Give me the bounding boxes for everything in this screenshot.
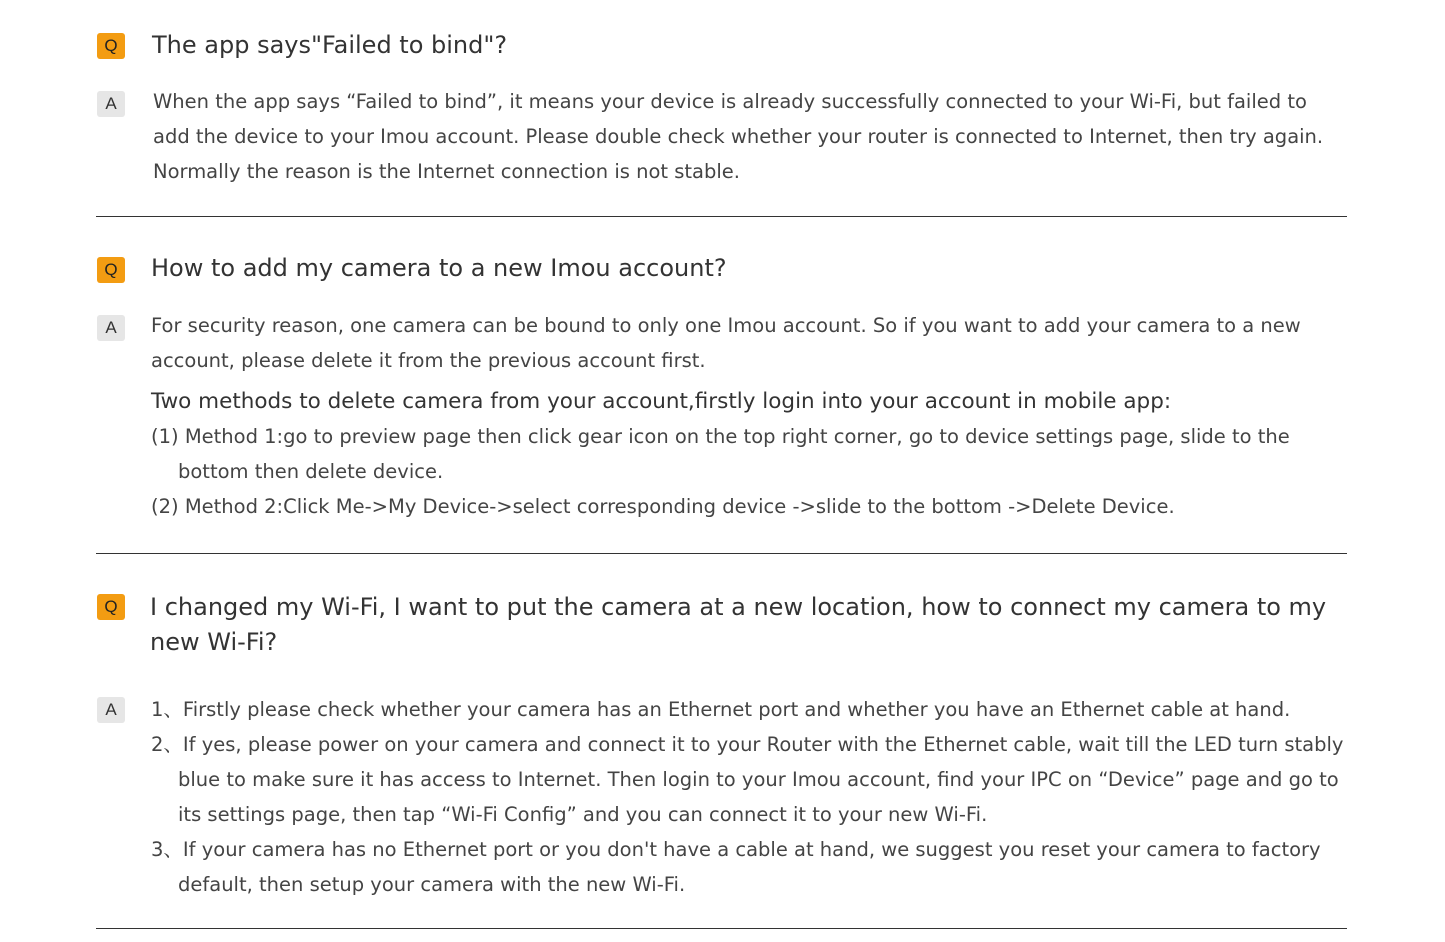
section-divider: [96, 216, 1347, 217]
faq-answer: [151, 308, 1351, 524]
section-divider: [96, 928, 1347, 929]
faq-question: I changed my Wi-Fi, I want to put the camera at a new location, how to connect my camera to my new Wi-Fi?: [150, 593, 1327, 656]
faq-answer: [153, 84, 1338, 189]
answer-badge: A: [97, 697, 125, 723]
question-badge: Q: [97, 257, 125, 283]
step-item: 1、Firstly please check whether your camera has an Ethernet port and whether you have an Ethernet cable at hand.: [151, 698, 1291, 721]
faq-answer: [151, 692, 1361, 902]
faq-question: The app says"Failed to bind"?: [152, 31, 508, 59]
answer-text: For security reason, one camera can be bound to only one Imou account. So if you want to add your camera to a new account, please delete it from the previous account first.: [151, 314, 1301, 372]
step-item: 3、If your camera has no Ethernet port or you don't have a cable at hand, we suggest you reset your camera to factory default, then setup your camera with the new Wi-Fi.: [151, 838, 1321, 896]
section-divider: [96, 553, 1347, 554]
question-badge: Q: [97, 33, 125, 59]
method-item: (2) Method 2:Click Me->My Device->select corresponding device ->slide to the bottom ->Delete Device.: [151, 495, 1175, 518]
answer-badge: A: [97, 91, 125, 117]
methods-heading: Two methods to delete camera from your account,firstly login into your account in mobile app:: [151, 389, 1172, 414]
method-item: (1) Method 1:go to preview page then click gear icon on the top right corner, go to device settings page, slide to the bottom then delete device.: [151, 425, 1290, 483]
faq-question: How to add my camera to a new Imou account?: [151, 254, 727, 282]
step-item: 2、If yes, please power on your camera and connect it to your Router with the Ethernet cable, wait till the LED turn stably blue to make sure it has access to Internet. Then login to your Imou account, find your IPC on “Device” page and go to its settings page, then tap “Wi-Fi Config” and you can connect it to your new Wi-Fi.: [151, 733, 1344, 826]
answer-badge: A: [97, 315, 125, 341]
answer-text: When the app says “Failed to bind”, it means your device is already successfully connected to your Wi-Fi, but failed to add the device to your Imou account. Please double check whether your router is connected to Internet, then try again. Normally the reason is the Internet connection is not stable.: [153, 90, 1324, 183]
question-badge: Q: [97, 594, 125, 620]
